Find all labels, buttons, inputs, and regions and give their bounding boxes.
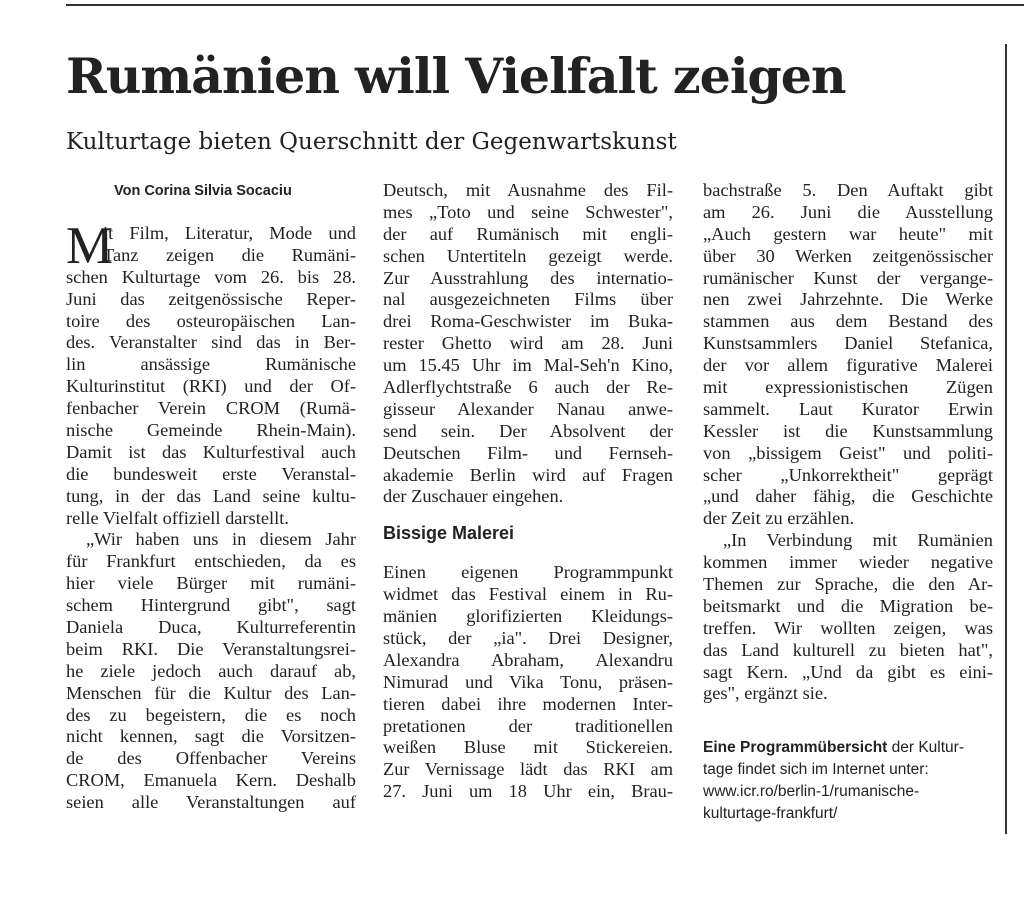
text-line: akademie Berlin wird auf Fragen xyxy=(383,464,673,485)
article-byline: Von Corina Silvia Socaciu xyxy=(114,183,292,199)
text-line: scher „Unkorrektheit" geprägt xyxy=(703,464,993,485)
text-line: drei Roma-Geschwister im Buka- xyxy=(383,311,673,332)
article-column-3 xyxy=(703,180,993,825)
text-line: kommen immer wieder negative xyxy=(703,552,993,573)
text-line: Deutschen Film- und Fernseh- xyxy=(383,442,673,463)
text-line: gisseur Alexander Nanau anwe- xyxy=(383,398,673,419)
text-line: Einen eigenen Programmpunkt xyxy=(383,562,673,583)
text-line: Adlerflychtstraße 6 auch der Re- xyxy=(383,377,673,398)
text-line: tage findet sich im Internet unter: xyxy=(703,761,929,779)
text-line: am 26. Juni die Ausstellung xyxy=(703,201,993,222)
text-line: seien alle Veranstaltungen auf xyxy=(66,792,356,813)
text-line: treffen. Wir wollten zeigen, was xyxy=(703,617,993,638)
text-line: Alexandra Abraham, Alexandru xyxy=(383,649,673,670)
text-line: der Zuschauer eingehen. xyxy=(383,486,564,507)
text-line: Menschen für die Kultur des Lan- xyxy=(66,682,356,703)
text-line: schen Untertiteln gezeigt werde. xyxy=(383,245,673,266)
program-url-line: kulturtage-frankfurt/ xyxy=(703,805,838,823)
text-line: send sein. Der Absolvent der xyxy=(383,420,673,441)
text-line: Juni das zeitgenössische Reper- xyxy=(66,288,356,309)
text-line: rester Ghetto wird am 28. Juni xyxy=(383,333,673,354)
text-line: tieren dabei ihre modernen Inter- xyxy=(383,693,673,714)
text-line: die bundesweit erste Veranstal- xyxy=(66,463,356,484)
text-line: rumänischer Kunst der vergange- xyxy=(703,267,993,288)
paragraph-2 xyxy=(66,529,356,814)
text-line: sagt Kern. „Und da gibt es eini- xyxy=(703,661,993,682)
article-column-2 xyxy=(383,180,673,803)
text-line: hier viele Bürger mit rumäni- xyxy=(66,573,356,594)
text-line: mänien glorifizierten Kleidungs- xyxy=(383,606,673,627)
text-line: Kunstsammlers Daniel Stefanica, xyxy=(703,333,993,354)
text-line: stück, der „ia". Drei Designer, xyxy=(383,628,673,649)
text-line: bachstraße 5. Den Auftakt gibt xyxy=(703,180,993,200)
program-info-note xyxy=(703,737,993,825)
text-line: toire des osteuropäischen Lan- xyxy=(66,310,356,331)
text-line: 27. Juni um 18 Uhr ein, Brau- xyxy=(383,781,673,802)
article-column-1 xyxy=(66,180,356,814)
info-bold-lead: Eine Programmübersicht xyxy=(703,739,888,757)
info-rest: der Kultur- xyxy=(887,739,964,757)
text-line: it Film, Literatur, Mode und xyxy=(103,223,356,243)
text-line: Deutsch, mit Ausnahme des Fil- xyxy=(383,180,673,200)
text-line: he ziele jedoch auch darauf ab, xyxy=(66,660,356,681)
text-line: Daniela Duca, Kulturreferentin xyxy=(66,617,356,638)
text-line: Zur Vernissage lädt das RKI am xyxy=(383,759,673,780)
text-line: widmet das Festival einem in Ru- xyxy=(383,584,673,605)
lead-paragraph xyxy=(66,267,356,530)
text-line: beitsmarkt und die Migration be- xyxy=(703,595,993,616)
text-line: mit expressionistischen Zügen xyxy=(703,377,993,398)
text-line: weißen Bluse mit Stickereien. xyxy=(383,737,673,758)
text-line: schen Kulturtage vom 26. bis 28. xyxy=(66,266,356,287)
text-line: Kessler ist die Kunstsammlung xyxy=(703,420,993,441)
text-line: Kulturinstitut (RKI) und der Of- xyxy=(66,376,356,397)
text-line: um 15.45 Uhr im Mal-Seh'n Kino, xyxy=(383,355,673,376)
text-line: CROM, Emanuela Kern. Deshalb xyxy=(66,770,356,791)
text-line: der Zeit zu erzählen. xyxy=(703,508,855,529)
text-line: „Auch gestern war heute" mit xyxy=(703,223,993,244)
text-line: lin ansässige Rumänische xyxy=(66,354,356,375)
text-line: mes „Toto und seine Schwester", xyxy=(383,201,673,222)
text-line: des. Veranstalter sind das in Ber- xyxy=(66,332,356,353)
article-subheadline: Kulturtage bieten Querschnitt der Gegenwartskunst xyxy=(66,129,677,155)
text-line: von „bissigem Geist" und politi- xyxy=(703,442,993,463)
text-line xyxy=(703,737,993,759)
text-line: Themen zur Sprache, die den Ar- xyxy=(703,574,993,595)
text-line: stammen aus dem Bestand des xyxy=(703,311,993,332)
text-line: nische Gemeinde Rhein-Main). xyxy=(66,420,356,441)
text-line: Nimurad und Vika Tonu, präsen- xyxy=(383,671,673,692)
text-line: nen zwei Jahrzehnte. Die Werke xyxy=(703,289,993,310)
text-line: nicht kennen, sagt die Vorsitzen- xyxy=(66,726,356,747)
text-line: pretationen der traditionellen xyxy=(383,715,673,736)
text-line: das Land kulturell zu bieten hat", xyxy=(703,639,993,660)
text-line: Damit ist das Kulturfestival auch xyxy=(66,441,356,462)
text-line: „und daher fähig, die Geschichte xyxy=(703,486,993,507)
text-line: der auf Rumänisch mit engli- xyxy=(383,223,673,244)
text-line: ges", ergänzt sie. xyxy=(703,683,828,704)
spacer xyxy=(703,705,993,737)
text-line: beim RKI. Die Veranstaltungsrei- xyxy=(66,638,356,659)
text-line: der vor allem figurative Malerei xyxy=(703,355,993,376)
text-line: „Wir haben uns in diesem Jahr xyxy=(86,529,356,550)
text-line: schem Hintergrund gibt", sagt xyxy=(66,595,356,616)
text-line: sammelt. Laut Kurator Erwin xyxy=(703,398,993,419)
column-rule-right xyxy=(1005,44,1007,834)
lead-paragraph-start xyxy=(66,217,356,275)
paragraph-6 xyxy=(703,530,993,705)
text-line: fenbacher Verein CROM (Rumä- xyxy=(66,398,356,419)
paragraph-4 xyxy=(383,562,673,803)
text-line: über 30 Werken zeitgenössischer xyxy=(703,245,993,266)
text-line: Zur Ausstrahlung des internatio- xyxy=(383,267,673,288)
program-url-line: www.icr.ro/berlin-1/rumanische- xyxy=(703,783,920,801)
text-line: „In Verbindung mit Rumänien xyxy=(723,530,993,551)
text-line: nal ausgezeichneten Films über xyxy=(383,289,673,310)
paragraph-3 xyxy=(383,180,673,508)
text-line: des zu begeistern, die es noch xyxy=(66,704,356,725)
section-heading: Bissige Malerei xyxy=(383,523,515,544)
text-line: für Frankfurt entschieden, da es xyxy=(66,551,356,572)
text-line: Tanz zeigen die Rumäni- xyxy=(103,244,356,265)
article-headline: Rumänien will Vielfalt zeigen xyxy=(66,47,846,105)
top-rule xyxy=(66,4,1024,6)
drop-cap: M xyxy=(66,217,114,275)
text-line: relle Vielfalt offiziell darstellt. xyxy=(66,507,289,528)
text-line: de des Offenbacher Vereins xyxy=(66,748,356,769)
paragraph-5 xyxy=(703,180,993,530)
text-line: tung, in der das Land seine kultu- xyxy=(66,485,356,506)
